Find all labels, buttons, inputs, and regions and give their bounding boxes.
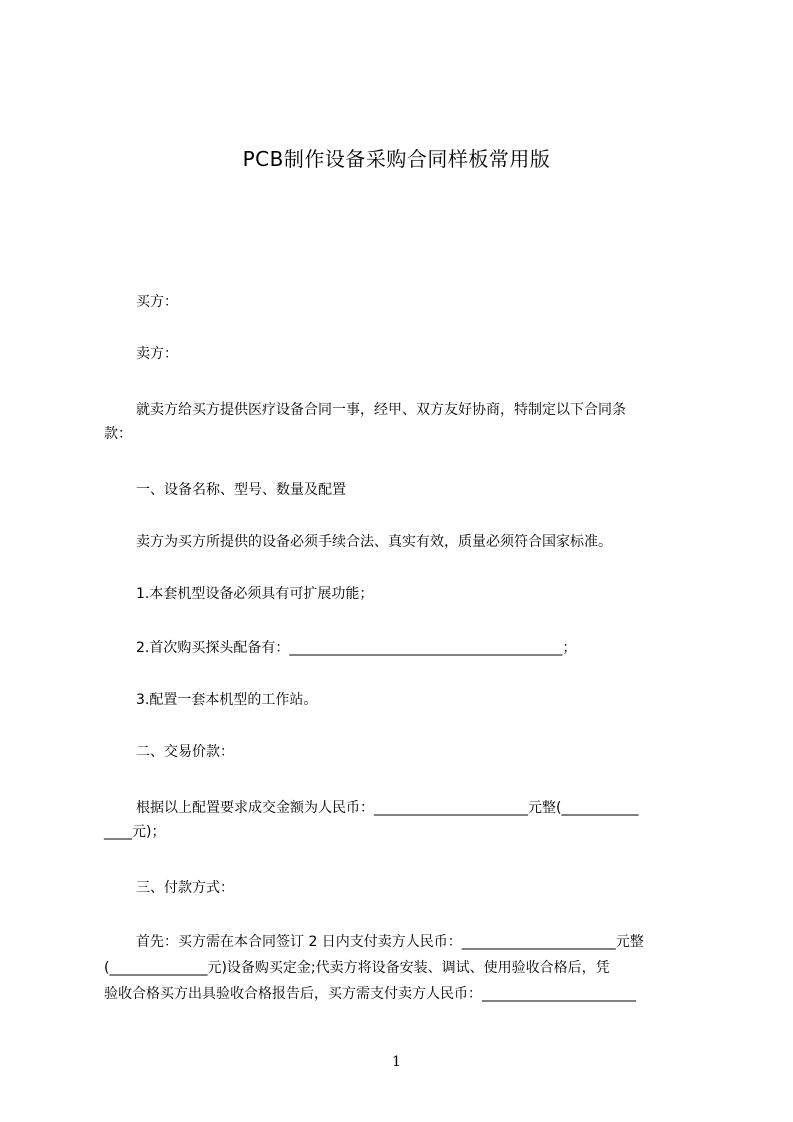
item-3: 3.配置一套本机型的工作站。 xyxy=(136,692,318,708)
intro-paragraph-line-2: 款： xyxy=(104,426,132,442)
item-2: 2.首次购买探头配备有：_______________________________________； xyxy=(136,640,577,656)
section-1-heading: 一、设备名称、型号、数量及配置 xyxy=(136,482,346,498)
payment-line-3: 验收合格买方出具验收合格报告后，买方需支付卖方人民币：______________________ xyxy=(104,986,636,1002)
document-title: PCB制作设备采购合同样板常用版 xyxy=(242,147,551,171)
payment-line-1: 首先：买方需在本合同签订 2 日内支付卖方人民币：______________________元整 xyxy=(136,934,644,950)
page-number: 1 xyxy=(392,1054,401,1070)
buyer-label: 买方： xyxy=(136,294,178,310)
intro-paragraph-line-1: 就卖方给买方提供医疗设备合同一事，经甲、双方友好协商，特制定以下合同条 xyxy=(136,402,626,418)
seller-label: 卖方： xyxy=(136,346,178,362)
section-2-heading: 二、交易价款： xyxy=(136,744,234,760)
price-line-1: 根据以上配置要求成交金额为人民币：______________________元整(___________ xyxy=(136,800,639,816)
payment-line-2: (______________元)设备购买定金;代卖方将设备安装、调试、使用验收合格后，凭 xyxy=(104,960,610,976)
item-1: 1.本套机型设备必须具有可扩展功能； xyxy=(136,586,374,602)
section-1-body: 卖方为买方所提供的设备必须手续合法、真实有效，质量必须符合国家标准。 xyxy=(136,534,612,550)
price-line-2: ____元)； xyxy=(104,824,166,840)
section-3-heading: 三、付款方式： xyxy=(136,880,234,896)
